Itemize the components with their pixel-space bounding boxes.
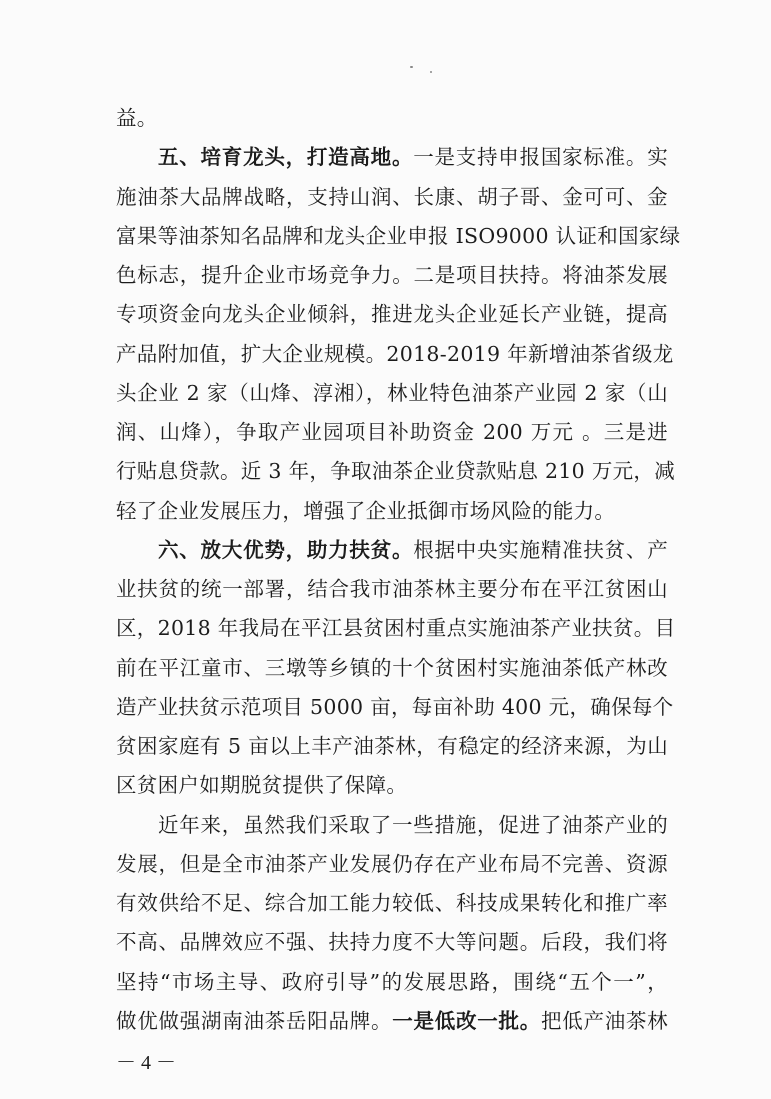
- paragraph-line: 业扶贫的统一部署，结合我市油茶林主要分布在平江贫困山: [116, 577, 668, 601]
- paragraph-line: 区，2018 年我局在平江县贫困村重点实施油茶产业扶贫。目: [116, 616, 676, 640]
- paragraph-line: 轻了企业发展压力，增强了企业抵御市场风险的能力。: [116, 499, 616, 523]
- paragraph-line: 有效供给不足、综合加工能力较低、科技成果转化和推广率: [116, 891, 668, 915]
- paragraph-line: 不高、品牌效应不强、扶持力度不大等问题。后段，我们将: [116, 930, 668, 954]
- paragraph-line: 头企业 2 家（山烽、淳湘），林业特色油茶产业园 2 家（山: [116, 381, 668, 405]
- paragraph-line: 区贫困户如期脱贫提供了保障。: [116, 773, 408, 797]
- scan-speck: [410, 66, 413, 68]
- paragraph-line: 贫困家庭有 5 亩以上丰产油茶林，有稳定的经济来源，为山: [116, 734, 668, 758]
- paragraph-line: 造产业扶贫示范项目 5000 亩，每亩补助 400 元，确保每个: [116, 695, 674, 719]
- section-heading: 六、放大优势，助力扶贫。: [158, 538, 414, 562]
- paragraph-heading-line: 五、培育龙头，打造高地。一是支持申报国家标准。实: [158, 145, 668, 169]
- paragraph-line: 富果等油茶知名品牌和龙头企业申报 ISO9000 认证和国家绿: [116, 224, 681, 248]
- paragraph-line: 施油茶大品牌战略，支持山润、长康、胡子哥、金可可、金: [116, 185, 668, 209]
- paragraph-line: 做优做强湖南油茶岳阳品牌。一是低改一批。把低产油茶林: [116, 1009, 668, 1033]
- paragraph-line: 产品附加值，扩大企业规模。2018-2019 年新增油茶省级龙: [116, 342, 674, 366]
- scan-speck: [430, 71, 432, 73]
- paragraph-line: 润、山烽），争取产业园项目补助资金 200 万元 。三是进: [116, 420, 668, 444]
- paragraph-line: 专项资金向龙头企业倾斜，推进龙头企业延长产业链，提高: [116, 302, 668, 326]
- page-number: － 4 －: [116, 1052, 176, 1074]
- paragraph-line: 色标志，提升企业市场竞争力。二是项目扶持。将油茶发展: [116, 263, 668, 287]
- paragraph-heading-line: 六、放大优势，助力扶贫。根据中央实施精准扶贫、产: [158, 538, 668, 562]
- paragraph-line: 益。: [116, 106, 158, 130]
- paragraph-line: 行贴息贷款。近 3 年，争取油茶企业贷款贴息 210 万元，减: [116, 459, 676, 483]
- paragraph-line: 前在平江童市、三墩等乡镇的十个贫困村实施油茶低产林改: [116, 656, 668, 680]
- paragraph-line: 近年来，虽然我们采取了一些措施，促进了油茶产业的: [158, 813, 668, 837]
- paragraph-line: 坚持“市场主导、政府引导”的发展思路，围绕“五个一”，: [116, 970, 668, 994]
- paragraph-line: 发展，但是全市油茶产业发展仍存在产业布局不完善、资源: [116, 852, 668, 876]
- inline-bold-phrase: 一是低改一批。: [392, 1009, 541, 1033]
- section-heading: 五、培育龙头，打造高地。: [158, 145, 414, 169]
